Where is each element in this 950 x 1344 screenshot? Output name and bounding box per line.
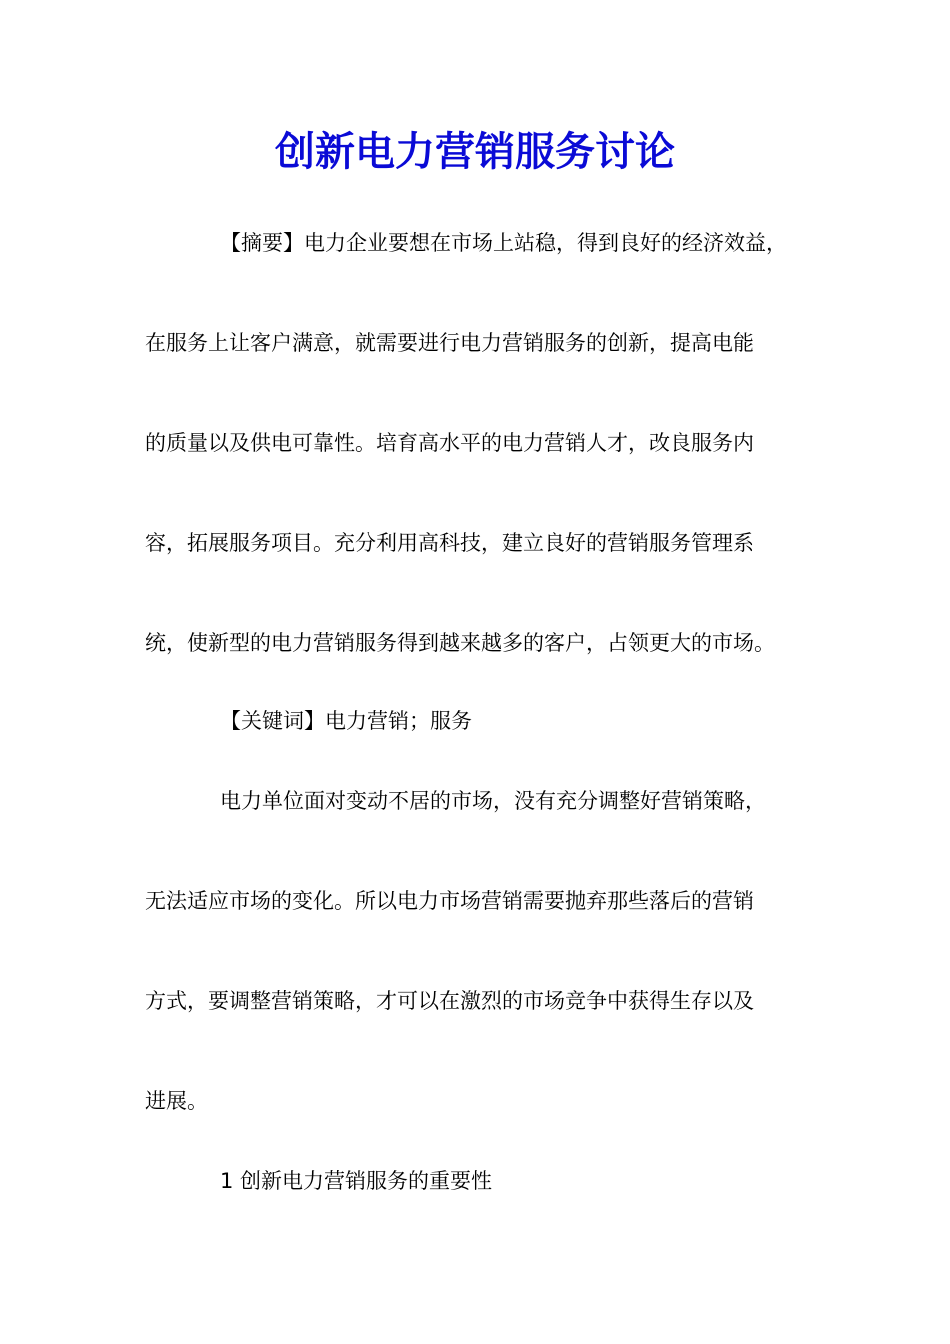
document-title: 创新电力营销服务讨论 xyxy=(275,128,675,175)
abstract-line: 的质量以及供电可靠性。培育高水平的电力营销人才，改良服务内 xyxy=(145,431,754,455)
intro-line: 方式，要调整营销策略，才可以在激烈的市场竞争中获得生存以及 xyxy=(145,989,754,1013)
intro-line: 进展。 xyxy=(145,1089,208,1113)
keywords-line: 【关键词】电力营销；服务 xyxy=(220,709,472,733)
intro-line: 电力单位面对变动不居的市场，没有充分调整好营销策略， xyxy=(220,789,766,813)
abstract-line: 在服务上让客户满意，就需要进行电力营销服务的创新，提高电能 xyxy=(145,331,754,355)
abstract-line: 【摘要】电力企业要想在市场上站稳，得到良好的经济效益， xyxy=(220,231,787,255)
intro-line: 无法适应市场的变化。所以电力市场营销需要抛弃那些落后的营销 xyxy=(145,889,754,913)
section-heading: 1 创新电力营销服务的重要性 xyxy=(220,1169,493,1193)
abstract-line: 容，拓展服务项目。充分利用高科技，建立良好的营销服务管理系 xyxy=(145,531,754,555)
abstract-line: 统，使新型的电力营销服务得到越来越多的客户，占领更大的市场。 xyxy=(145,631,775,655)
